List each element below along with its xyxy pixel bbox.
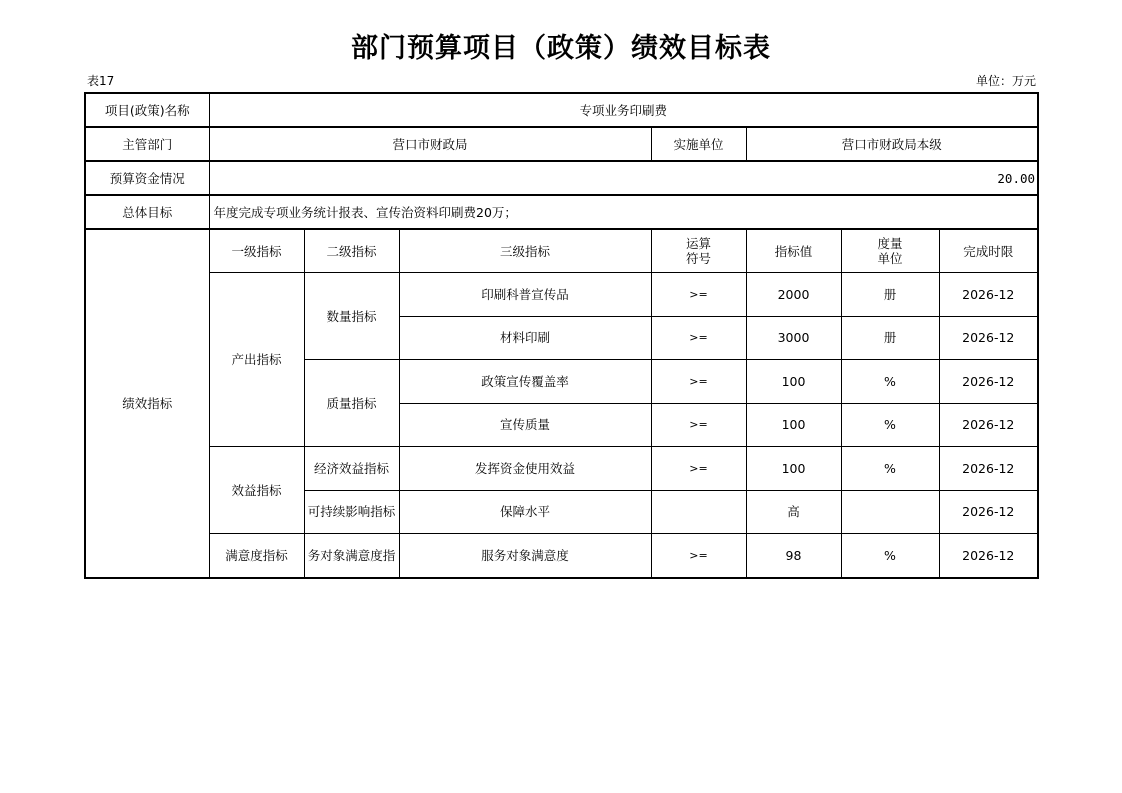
row-unit — [841, 490, 939, 534]
row-op — [651, 490, 746, 534]
row-op: >= — [651, 316, 746, 360]
row-op: >= — [651, 360, 746, 404]
project-name-label: 项目(政策)名称 — [85, 93, 209, 127]
header-op-line2: 符号 — [685, 251, 711, 266]
row-l3: 宣传质量 — [399, 403, 651, 447]
row-op: >= — [651, 403, 746, 447]
unit-label: 单位：万元 — [975, 74, 1036, 88]
row-unit: 册 — [841, 316, 939, 360]
performance-target-table — [84, 92, 1039, 579]
row-unit: % — [841, 360, 939, 404]
row-value: 100 — [746, 447, 841, 491]
table-number: 表17 — [87, 74, 115, 88]
group-economic: 经济效益指标 — [304, 447, 399, 491]
row-value: 高 — [746, 490, 841, 534]
header-unit-line2: 单位 — [877, 251, 903, 266]
header-l1: 一级指标 — [209, 229, 304, 273]
row-deadline: 2026-12 — [939, 316, 1038, 360]
group-quantity: 数量指标 — [304, 273, 399, 360]
row-deadline: 2026-12 — [939, 403, 1038, 447]
header-l3: 三级指标 — [399, 229, 651, 273]
dept-value: 营口市财政局 — [209, 127, 651, 161]
row-value: 2000 — [746, 273, 841, 317]
row-deadline: 2026-12 — [939, 360, 1038, 404]
group-benefit: 效益指标 — [209, 447, 304, 534]
goal-label: 总体目标 — [85, 195, 209, 229]
row-unit: 册 — [841, 273, 939, 317]
row-value: 100 — [746, 360, 841, 404]
row-value: 98 — [746, 534, 841, 578]
group-output: 产出指标 — [209, 273, 304, 447]
budget-value: 20.00 — [209, 161, 1038, 195]
group-quality: 质量指标 — [304, 360, 399, 447]
header-l2: 二级指标 — [304, 229, 399, 273]
header-unit-line1: 度量 — [877, 236, 903, 251]
row-l3: 印刷科普宣传品 — [399, 273, 651, 317]
row-deadline: 2026-12 — [939, 490, 1038, 534]
row-unit: % — [841, 403, 939, 447]
row-l3: 服务对象满意度 — [399, 534, 651, 578]
header-op-line1: 运算 — [685, 236, 711, 251]
row-op: >= — [651, 534, 746, 578]
header-value: 指标值 — [746, 229, 841, 273]
group-service-satisfaction: 务对象满意度指 — [304, 534, 399, 578]
budget-label: 预算资金情况 — [85, 161, 209, 195]
row-value: 100 — [746, 403, 841, 447]
row-deadline: 2026-12 — [939, 447, 1038, 491]
row-value: 3000 — [746, 316, 841, 360]
row-l3: 材料印刷 — [399, 316, 651, 360]
row-op: >= — [651, 447, 746, 491]
dept-label: 主管部门 — [85, 127, 209, 161]
goal-value: 年度完成专项业务统计报表、宣传治资料印刷费20万； — [209, 195, 1038, 229]
header-unit — [841, 229, 939, 273]
row-unit: % — [841, 447, 939, 491]
header-op — [651, 229, 746, 273]
row-l3: 政策宣传覆盖率 — [399, 360, 651, 404]
row-deadline: 2026-12 — [939, 273, 1038, 317]
row-l3: 发挥资金使用效益 — [399, 447, 651, 491]
page-title: 部门预算项目（政策）绩效目标表 — [351, 33, 771, 64]
row-deadline: 2026-12 — [939, 534, 1038, 578]
perf-label: 绩效指标 — [85, 229, 209, 578]
project-name-value: 专项业务印刷费 — [209, 93, 1038, 127]
row-op: >= — [651, 273, 746, 317]
row-l3: 保障水平 — [399, 490, 651, 534]
impl-value: 营口市财政局本级 — [746, 127, 1038, 161]
impl-label: 实施单位 — [651, 127, 746, 161]
group-satisfaction: 满意度指标 — [209, 534, 304, 578]
header-deadline: 完成时限 — [939, 229, 1038, 273]
group-sustain: 可持续影响指标 — [304, 490, 399, 534]
row-unit: % — [841, 534, 939, 578]
